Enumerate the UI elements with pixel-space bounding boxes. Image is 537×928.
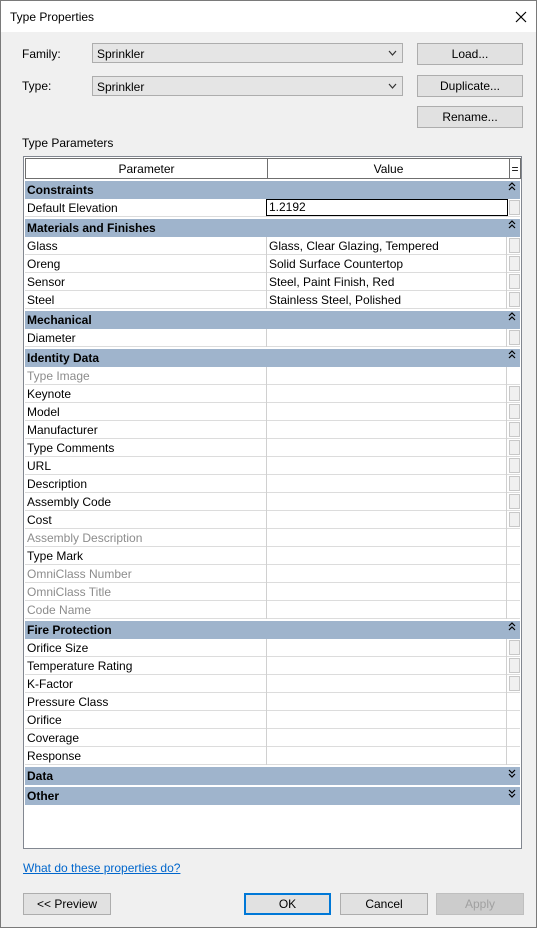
associate-parameter-button[interactable] bbox=[509, 658, 520, 673]
parameter-name: Orifice Size bbox=[27, 641, 89, 655]
column-divider bbox=[506, 403, 507, 421]
parameter-value-input[interactable]: 1.2192 bbox=[266, 199, 508, 216]
parameter-row-diameter[interactable] bbox=[25, 329, 520, 347]
parameter-row-temperature-rating[interactable] bbox=[25, 657, 520, 675]
column-divider bbox=[506, 657, 507, 675]
column-divider bbox=[506, 565, 507, 583]
chevron-down-icon bbox=[388, 82, 397, 90]
parameter-name: Glass bbox=[27, 239, 58, 253]
parameter-name: Type Comments bbox=[27, 441, 115, 455]
associate-parameter-button[interactable] bbox=[509, 386, 520, 401]
duplicate-button[interactable]: Duplicate... bbox=[417, 75, 523, 97]
parameter-value[interactable]: Solid Surface Countertop bbox=[269, 257, 404, 271]
parameter-row-manufacturer[interactable] bbox=[25, 421, 520, 439]
parameter-row-response[interactable] bbox=[25, 747, 520, 765]
parameter-row-url[interactable] bbox=[25, 457, 520, 475]
column-divider bbox=[266, 493, 267, 511]
type-select-value: Sprinkler bbox=[97, 80, 145, 94]
associate-parameter-button[interactable] bbox=[509, 256, 520, 271]
family-select[interactable] bbox=[92, 43, 403, 63]
parameter-rows bbox=[25, 179, 520, 805]
parameter-name: Manufacturer bbox=[27, 423, 98, 437]
column-divider bbox=[506, 693, 507, 711]
column-divider bbox=[266, 529, 267, 547]
associate-parameter-button[interactable] bbox=[509, 330, 520, 345]
column-divider bbox=[506, 385, 507, 403]
associate-parameter-button[interactable] bbox=[509, 274, 520, 289]
associate-parameter-button[interactable] bbox=[509, 476, 520, 491]
parameter-name: Assembly Description bbox=[27, 531, 143, 545]
associate-parameter-button[interactable] bbox=[509, 458, 520, 473]
parameter-row-model[interactable] bbox=[25, 403, 520, 421]
group-materials-and-finishes[interactable] bbox=[25, 219, 520, 237]
parameter-name: Description bbox=[27, 477, 88, 491]
parameter-row-pressure-class[interactable] bbox=[25, 693, 520, 711]
parameter-name: Assembly Code bbox=[27, 495, 112, 509]
associate-parameter-button[interactable] bbox=[509, 238, 520, 253]
parameter-name: Type Image bbox=[27, 369, 90, 383]
group-identity-data[interactable] bbox=[25, 349, 520, 367]
column-divider bbox=[266, 583, 267, 601]
parameter-name: Model bbox=[27, 405, 60, 419]
column-divider bbox=[266, 547, 267, 565]
column-divider bbox=[266, 421, 267, 439]
associate-parameter-button[interactable] bbox=[509, 640, 520, 655]
type-select[interactable] bbox=[92, 76, 403, 96]
parameter-column-header[interactable]: Parameter bbox=[25, 158, 268, 179]
column-divider bbox=[506, 711, 507, 729]
close-icon bbox=[515, 11, 527, 23]
column-divider bbox=[506, 529, 507, 547]
column-divider bbox=[506, 367, 507, 385]
family-label: Family: bbox=[22, 47, 61, 61]
family-select-value: Sprinkler bbox=[97, 47, 145, 61]
double-chevron-down-icon[interactable] bbox=[508, 767, 516, 785]
parameter-name: Orifice bbox=[27, 713, 62, 727]
column-divider bbox=[506, 547, 507, 565]
column-divider bbox=[506, 729, 507, 747]
parameter-row-keynote[interactable] bbox=[25, 385, 520, 403]
parameter-name: Oreng bbox=[27, 257, 61, 271]
double-chevron-up-icon[interactable] bbox=[508, 219, 516, 237]
parameter-row-steel[interactable] bbox=[25, 291, 520, 309]
parameter-row-assembly-code[interactable] bbox=[25, 493, 520, 511]
parameter-name: Type Mark bbox=[27, 549, 84, 563]
group-data[interactable] bbox=[25, 767, 520, 785]
parameter-row-type-mark[interactable] bbox=[25, 547, 520, 565]
column-divider bbox=[506, 639, 507, 657]
parameter-row-type-comments[interactable] bbox=[25, 439, 520, 457]
parameter-value[interactable]: Steel, Paint Finish, Red bbox=[269, 275, 395, 289]
column-divider bbox=[266, 385, 267, 403]
column-divider bbox=[266, 511, 267, 529]
column-divider bbox=[266, 639, 267, 657]
load-button[interactable]: Load... bbox=[417, 43, 523, 65]
column-divider bbox=[266, 329, 267, 347]
parameter-value[interactable]: Glass, Clear Glazing, Tempered bbox=[269, 239, 439, 253]
apply-button[interactable]: Apply bbox=[436, 893, 524, 915]
parameter-row-default-elevation[interactable] bbox=[25, 199, 520, 217]
parameter-name: Keynote bbox=[27, 387, 72, 401]
column-divider bbox=[266, 439, 267, 457]
parameter-row-cost[interactable] bbox=[25, 511, 520, 529]
parameter-row-description[interactable] bbox=[25, 475, 520, 493]
parameter-name: Steel bbox=[27, 293, 55, 307]
parameter-row-type-image[interactable] bbox=[25, 367, 520, 385]
column-divider bbox=[506, 273, 507, 291]
column-divider bbox=[266, 601, 267, 619]
double-chevron-up-icon[interactable] bbox=[508, 621, 516, 639]
double-chevron-up-icon[interactable] bbox=[508, 181, 516, 199]
parameter-name: OmniClass Number bbox=[27, 567, 132, 581]
column-divider bbox=[506, 601, 507, 619]
formula-column-header[interactable]: = bbox=[509, 158, 521, 179]
column-divider bbox=[266, 565, 267, 583]
type-parameters-grid bbox=[23, 156, 522, 849]
parameter-row-omniclass-number[interactable] bbox=[25, 565, 520, 583]
group-fire-protection[interactable] bbox=[25, 621, 520, 639]
chevron-down-icon bbox=[388, 49, 397, 57]
column-divider bbox=[266, 403, 267, 421]
associate-parameter-button[interactable] bbox=[509, 404, 520, 419]
double-chevron-up-icon[interactable] bbox=[508, 311, 516, 329]
parameter-name: Default Elevation bbox=[27, 201, 118, 215]
parameter-row-omniclass-title[interactable] bbox=[25, 583, 520, 601]
parameter-name: Temperature Rating bbox=[27, 659, 133, 673]
parameter-name: OmniClass Title bbox=[27, 585, 112, 599]
rename-button[interactable]: Rename... bbox=[417, 106, 523, 128]
parameter-row-orifice[interactable] bbox=[25, 711, 520, 729]
type-label: Type: bbox=[22, 79, 52, 93]
parameter-row-coverage[interactable] bbox=[25, 729, 520, 747]
parameter-row-oreng[interactable] bbox=[25, 255, 520, 273]
parameter-row-glass[interactable] bbox=[25, 237, 520, 255]
column-divider bbox=[266, 237, 267, 255]
parameter-name: Diameter bbox=[27, 331, 76, 345]
column-divider bbox=[266, 291, 267, 309]
column-divider bbox=[506, 237, 507, 255]
help-link[interactable]: What do these properties do? bbox=[23, 861, 181, 875]
parameter-name: URL bbox=[27, 459, 52, 473]
value-column-header[interactable]: Value bbox=[267, 158, 510, 179]
cancel-button[interactable]: Cancel bbox=[340, 893, 428, 915]
parameter-value[interactable]: Stainless Steel, Polished bbox=[269, 293, 402, 307]
title-bar bbox=[1, 1, 536, 32]
group-name: Identity Data bbox=[27, 351, 100, 365]
double-chevron-down-icon[interactable] bbox=[508, 787, 516, 805]
parameter-row-assembly-description[interactable] bbox=[25, 529, 520, 547]
parameter-row-orifice-size[interactable] bbox=[25, 639, 520, 657]
associate-parameter-button[interactable] bbox=[509, 440, 520, 455]
parameter-name: K-Factor bbox=[27, 677, 74, 691]
group-name: Fire Protection bbox=[27, 623, 112, 637]
group-name: Constraints bbox=[27, 183, 94, 197]
group-name: Other bbox=[27, 789, 60, 803]
column-divider bbox=[506, 439, 507, 457]
parameter-name: Code Name bbox=[27, 603, 92, 617]
column-divider bbox=[266, 255, 267, 273]
column-divider bbox=[506, 511, 507, 529]
parameter-name: Response bbox=[27, 749, 82, 763]
column-divider bbox=[266, 675, 267, 693]
associate-parameter-button[interactable] bbox=[509, 676, 520, 691]
column-divider bbox=[506, 457, 507, 475]
preview-button[interactable]: << Preview bbox=[23, 893, 111, 915]
associate-parameter-button[interactable] bbox=[509, 422, 520, 437]
column-divider bbox=[266, 747, 267, 765]
column-divider bbox=[506, 675, 507, 693]
window-title: Type Properties bbox=[10, 10, 95, 24]
column-divider bbox=[266, 457, 267, 475]
parameter-row-code-name[interactable] bbox=[25, 601, 520, 619]
group-constraints[interactable] bbox=[25, 181, 520, 199]
column-divider bbox=[506, 747, 507, 765]
column-divider bbox=[266, 367, 267, 385]
column-divider bbox=[266, 475, 267, 493]
column-divider bbox=[506, 291, 507, 309]
parameter-name: Cost bbox=[27, 513, 52, 527]
group-name: Data bbox=[27, 769, 54, 783]
column-divider bbox=[266, 273, 267, 291]
group-name: Materials and Finishes bbox=[27, 221, 156, 235]
column-divider bbox=[506, 255, 507, 273]
parameter-name: Sensor bbox=[27, 275, 66, 289]
column-divider bbox=[506, 329, 507, 347]
group-mechanical[interactable] bbox=[25, 311, 520, 329]
associate-parameter-button[interactable] bbox=[509, 512, 520, 527]
parameter-name: Coverage bbox=[27, 731, 80, 745]
column-divider bbox=[506, 493, 507, 511]
parameter-row-k-factor[interactable] bbox=[25, 675, 520, 693]
column-divider bbox=[266, 729, 267, 747]
associate-parameter-button[interactable] bbox=[509, 494, 520, 509]
associate-parameter-button[interactable] bbox=[509, 200, 520, 215]
group-name: Mechanical bbox=[27, 313, 92, 327]
column-divider bbox=[266, 657, 267, 675]
column-divider bbox=[266, 693, 267, 711]
parameter-name: Pressure Class bbox=[27, 695, 109, 709]
parameter-row-sensor[interactable] bbox=[25, 273, 520, 291]
group-other[interactable] bbox=[25, 787, 520, 805]
close-button[interactable] bbox=[506, 1, 536, 32]
associate-parameter-button[interactable] bbox=[509, 292, 520, 307]
column-divider bbox=[266, 711, 267, 729]
type-parameters-label: Type Parameters bbox=[22, 136, 114, 150]
column-divider bbox=[506, 421, 507, 439]
double-chevron-up-icon[interactable] bbox=[508, 349, 516, 367]
column-divider bbox=[506, 583, 507, 601]
column-divider bbox=[506, 475, 507, 493]
ok-button[interactable]: OK bbox=[244, 893, 331, 915]
